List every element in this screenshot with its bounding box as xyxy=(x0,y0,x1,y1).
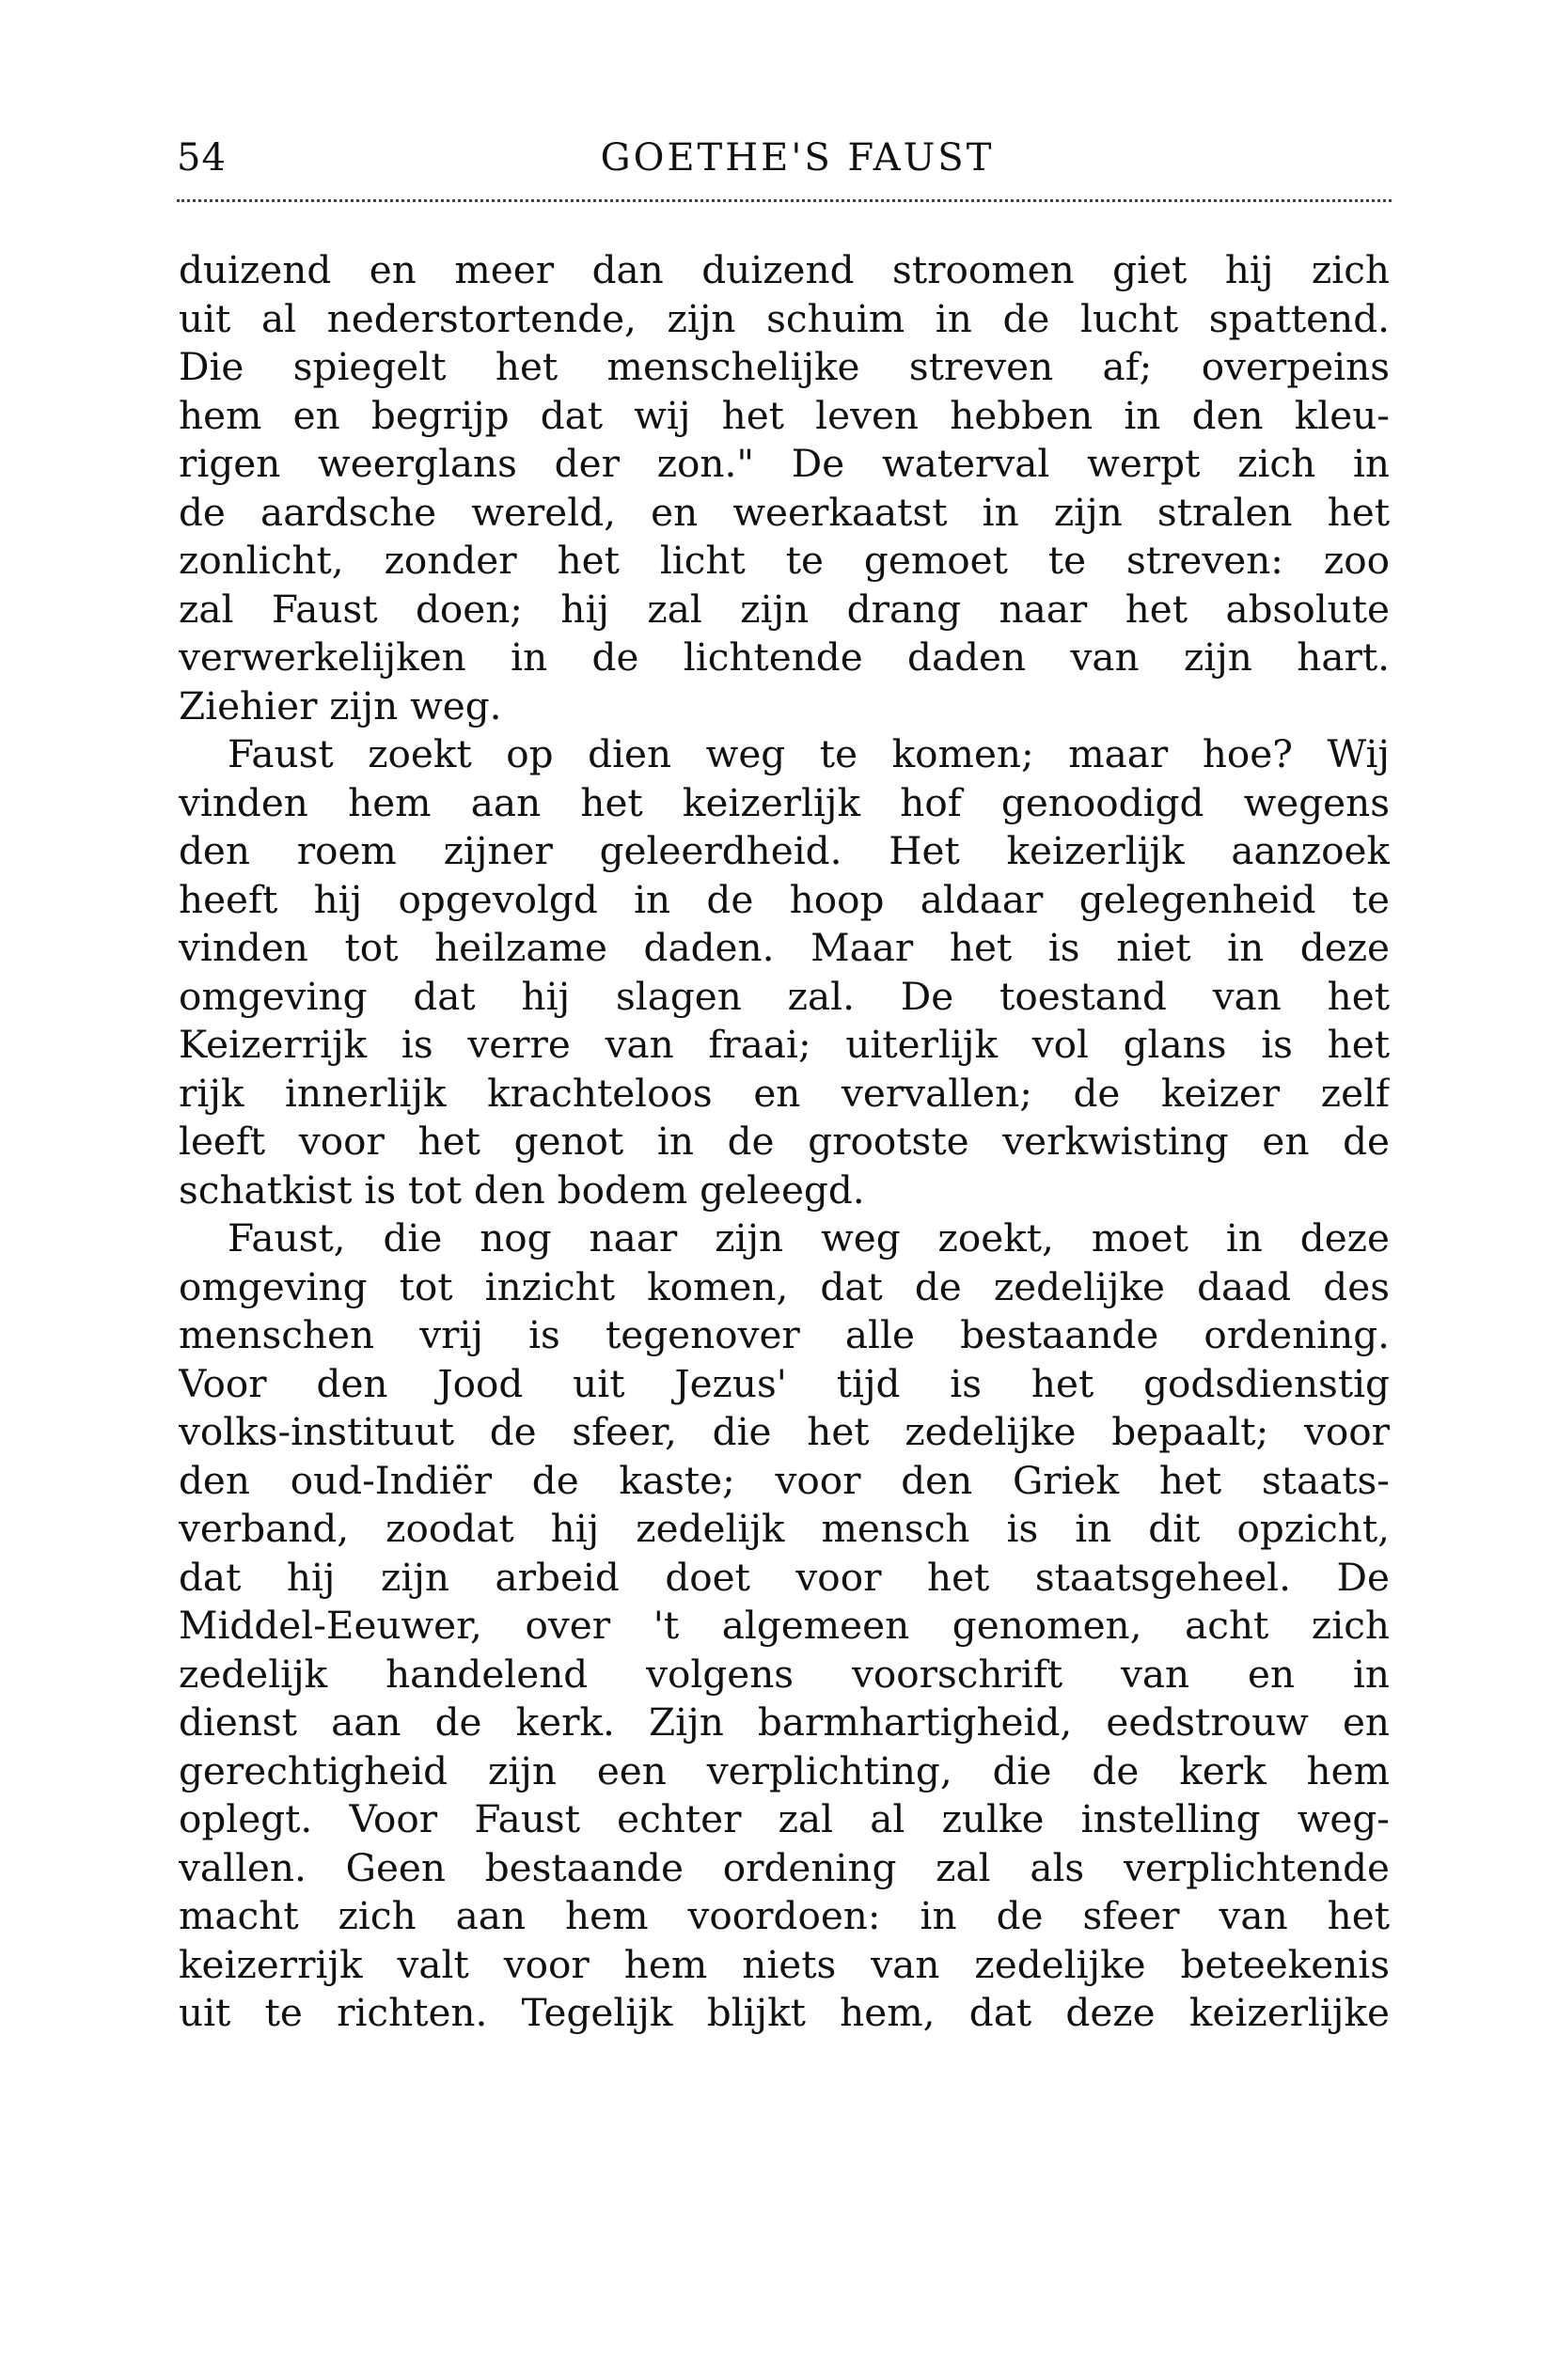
text-line: vallen. Geen bestaande ordening zal als verplichtende xyxy=(179,1844,1390,1890)
page-header xyxy=(177,130,1392,186)
text-line: Die spiegelt het menschelijke streven af; overpeins xyxy=(179,344,1390,389)
text-line: verwerkelijken in de lichtende daden van zijn hart. xyxy=(179,634,1390,680)
text-line: rijk innerlijk krachteloos en vervallen; de keizer zelf xyxy=(179,1070,1390,1116)
text-line: leeft voor het genot in de grootste verkwisting en de xyxy=(179,1119,1390,1164)
text-line: vinden tot heilzame daden. Maar het is niet in deze xyxy=(179,925,1390,970)
text-line: zedelijk handelend volgens voorschrift van en in xyxy=(179,1651,1390,1697)
text-line: omgeving tot inzicht komen, dat de zedelijke daad des xyxy=(179,1263,1390,1309)
text-line: uit al nederstortende, zijn schuim in de lucht spattend. xyxy=(179,295,1390,341)
text-line: hem en begrijp dat wij het leven hebben in den kleu- xyxy=(179,392,1390,438)
text-line: Ziehier zijn weg. xyxy=(179,682,502,728)
text-line: oplegt. Voor Faust echter zal al zulke instelling weg- xyxy=(179,1796,1390,1841)
text-line: Keizerrijk is verre van fraai; uiterlijk vol glans is het xyxy=(179,1022,1390,1067)
text-line: heeft hij opgevolgd in de hoop aldaar gelegenheid te xyxy=(179,876,1390,922)
text-line: dat hij zijn arbeid doet voor het staatsgeheel. De xyxy=(179,1554,1390,1600)
text-line: duizend en meer dan duizend stroomen giet hij zich xyxy=(179,247,1390,292)
text-line: gerechtigheid zijn een verplichting, die de kerk hem xyxy=(179,1747,1390,1793)
text-line: zonlicht, zonder het licht te gemoet te streven: zoo xyxy=(179,538,1390,583)
text-line: Voor den Jood uit Jezus' tijd is het godsdienstig xyxy=(179,1360,1390,1406)
text-line: omgeving dat hij slagen zal. De toestand van het xyxy=(179,973,1390,1019)
text-line: Middel-Eeuwer, over 't algemeen genomen, acht zich xyxy=(179,1603,1390,1648)
header-dotted-rule xyxy=(177,199,1392,202)
text-line: verband, zoodat hij zedelijk mensch is in dit opzicht, xyxy=(179,1506,1390,1551)
text-line: den roem zijner geleerdheid. Het keizerlijk aanzoek xyxy=(179,828,1390,873)
paragraph-start-line: Faust zoekt op dien weg te komen; maar hoe? Wij xyxy=(228,731,1390,776)
text-line: uit te richten. Tegelijk blijkt hem, dat deze keizerlijke xyxy=(179,1990,1390,2035)
text-line: den oud-Indiër de kaste; voor den Griek het staats- xyxy=(179,1457,1390,1503)
text-line: keizerrijk valt voor hem niets van zedelijke beteekenis xyxy=(179,1941,1390,1987)
text-line: vinden hem aan het keizerlijk hof genoodigd wegens xyxy=(179,779,1390,825)
page-number: 54 xyxy=(177,136,227,180)
text-line: de aardsche wereld, en weerkaatst in zijn stralen het xyxy=(179,489,1390,535)
text-line: zal Faust doen; hij zal zijn drang naar het absolute xyxy=(179,586,1390,632)
running-head: GOETHE'S FAUST xyxy=(600,136,995,180)
text-line: volks-instituut de sfeer, die het zedelijke bepaalt; voor xyxy=(179,1409,1390,1454)
body-text xyxy=(179,246,1390,2038)
text-line: macht zich aan hem voordoen: in de sfeer van het xyxy=(179,1893,1390,1938)
text-line: dienst aan de kerk. Zijn barmhartigheid, eedstrouw en xyxy=(179,1699,1390,1745)
text-line: menschen vrij is tegenover alle bestaande ordening. xyxy=(179,1312,1390,1357)
paragraph-start-line: Faust, die nog naar zijn weg zoekt, moet in deze xyxy=(228,1215,1390,1260)
text-line: rigen weerglans der zon." De waterval werpt zich in xyxy=(179,441,1390,486)
text-line: schatkist is tot den bodem geleegd. xyxy=(179,1167,865,1213)
